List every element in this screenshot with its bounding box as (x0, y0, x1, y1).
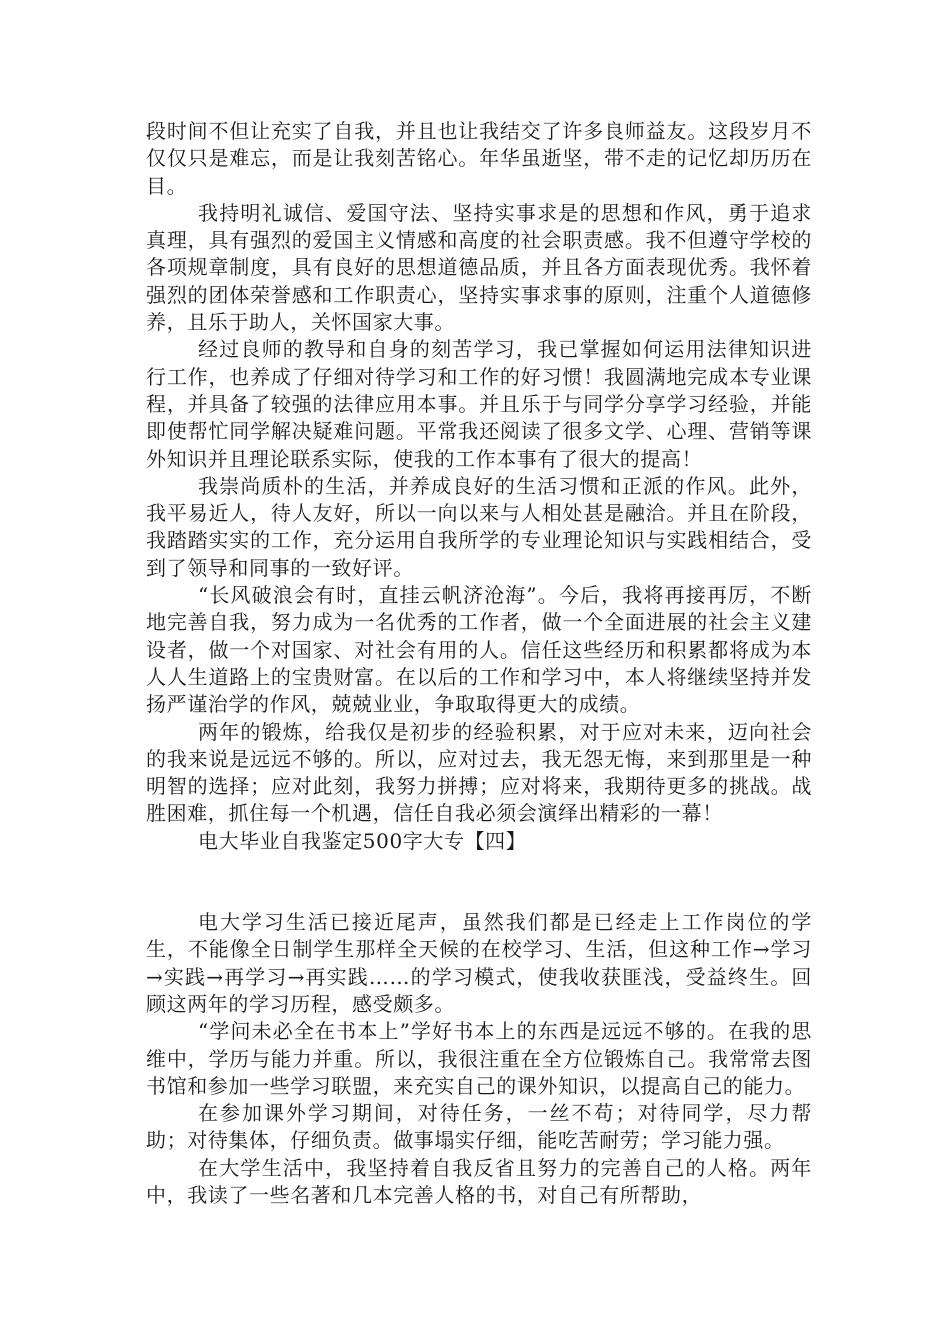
paragraph: 经过良师的教导和自身的刻苦学习，我已掌握如何运用法律知识进行工作，也养成了仔细对待学习和工作的好习惯！我圆满地完成本专业课程，并具备了较强的法律应用本事。并且乐于与同学分享学习经验，并能即使帮忙同学解决疑难问题。平常我还阅读了很多文学、心理、营销等课外知识并且理论联系实际，使我的工作本事有了很大的提高！ (146, 337, 812, 471)
paragraph: 在大学生活中，我坚持着自我反省且努力的完善自己的人格。两年中，我读了一些名著和几本完善人格的书，对自己有所帮助， (146, 1155, 812, 1207)
paragraph: 段时间不但让充实了自我，并且也让我结交了许多良师益友。这段岁月不仅仅只是难忘，而是让我刻苦铭心。年华虽逝坚，带不走的记忆却历历在目。 (146, 119, 812, 198)
paragraph: 在参加课外学习期间，对待任务，一丝不苟；对待同学，尽力帮助；对待集体，仔细负责。做事塌实仔细，能吃苦耐劳；学习能力强。 (146, 1101, 812, 1153)
paragraph: 电大学习生活已接近尾声，虽然我们都是已经走上工作岗位的学生，不能像全日制学生那样全天候的在校学习、生活，但这种工作→学习→实践→再学习→再实践……的学习模式，使我收获匪浅，受益终生。回顾这两年的学习历程，感受颇多。 (146, 910, 812, 1016)
paragraph: “长风破浪会有时，直挂云帆济沧海”。今后，我将再接再厉，不断地完善自我，努力成为一名优秀的工作者，做一个全面进展的社会主义建设者，做一个对国家、对社会有用的人。信任这些经历和积累都将成为本人人生道路上的宝贵财富。在以后的工作和学习中，本人将继续坚持并发扬严谨治学的作风，兢兢业业，争取取得更大的成绩。 (146, 583, 812, 717)
paragraph: 两年的锻炼，给我仅是初步的经验积累，对于应对未来，迈向社会的我来说是远远不够的。所以，应对过去，我无怨无悔，来到那里是一种明智的选择；应对此刻，我努力拼搏；应对将来，我期待更多的挑战。战胜困难，抓住每一个机遇，信任自我必须会演绎出精彩的一幕！ (146, 719, 812, 826)
blank-line (146, 855, 812, 909)
document-page (146, 118, 812, 1209)
paragraph: 我崇尚质朴的生活，并养成良好的生活习惯和正派的作风。此外，我平易近人，待人友好，所以一向以来与人相处甚是融洽。并且在阶段，我踏踏实实的工作，充分运用自我所学的专业理论知识与实践相结合，受到了领导和同事的一致好评。 (146, 473, 812, 580)
paragraph: 我持明礼诚信、爱国守法、坚持实事求是的思想和作风，勇于追求真理，具有强烈的爱国主义情感和高度的社会职责感。我不但遵守学校的各项规章制度，具有良好的思想道德品质，并且各方面表现优秀。我怀着强烈的团体荣誉感和工作职责心，坚持实事求事的原则，注重个人道德修养，且乐于助人，关怀国家大事。 (146, 200, 812, 335)
section-title: 电大毕业自我鉴定500字大专【四】 (198, 828, 527, 853)
paragraph: “学问未必全在书本上”学好书本上的东西是远远不够的。在我的思维中，学历与能力并重。所以，我很注重在全方位锻炼自己。我常常去图书馆和参加一些学习联盟，来充实自己的课外知识，以提高自己的能力。 (146, 1019, 812, 1098)
